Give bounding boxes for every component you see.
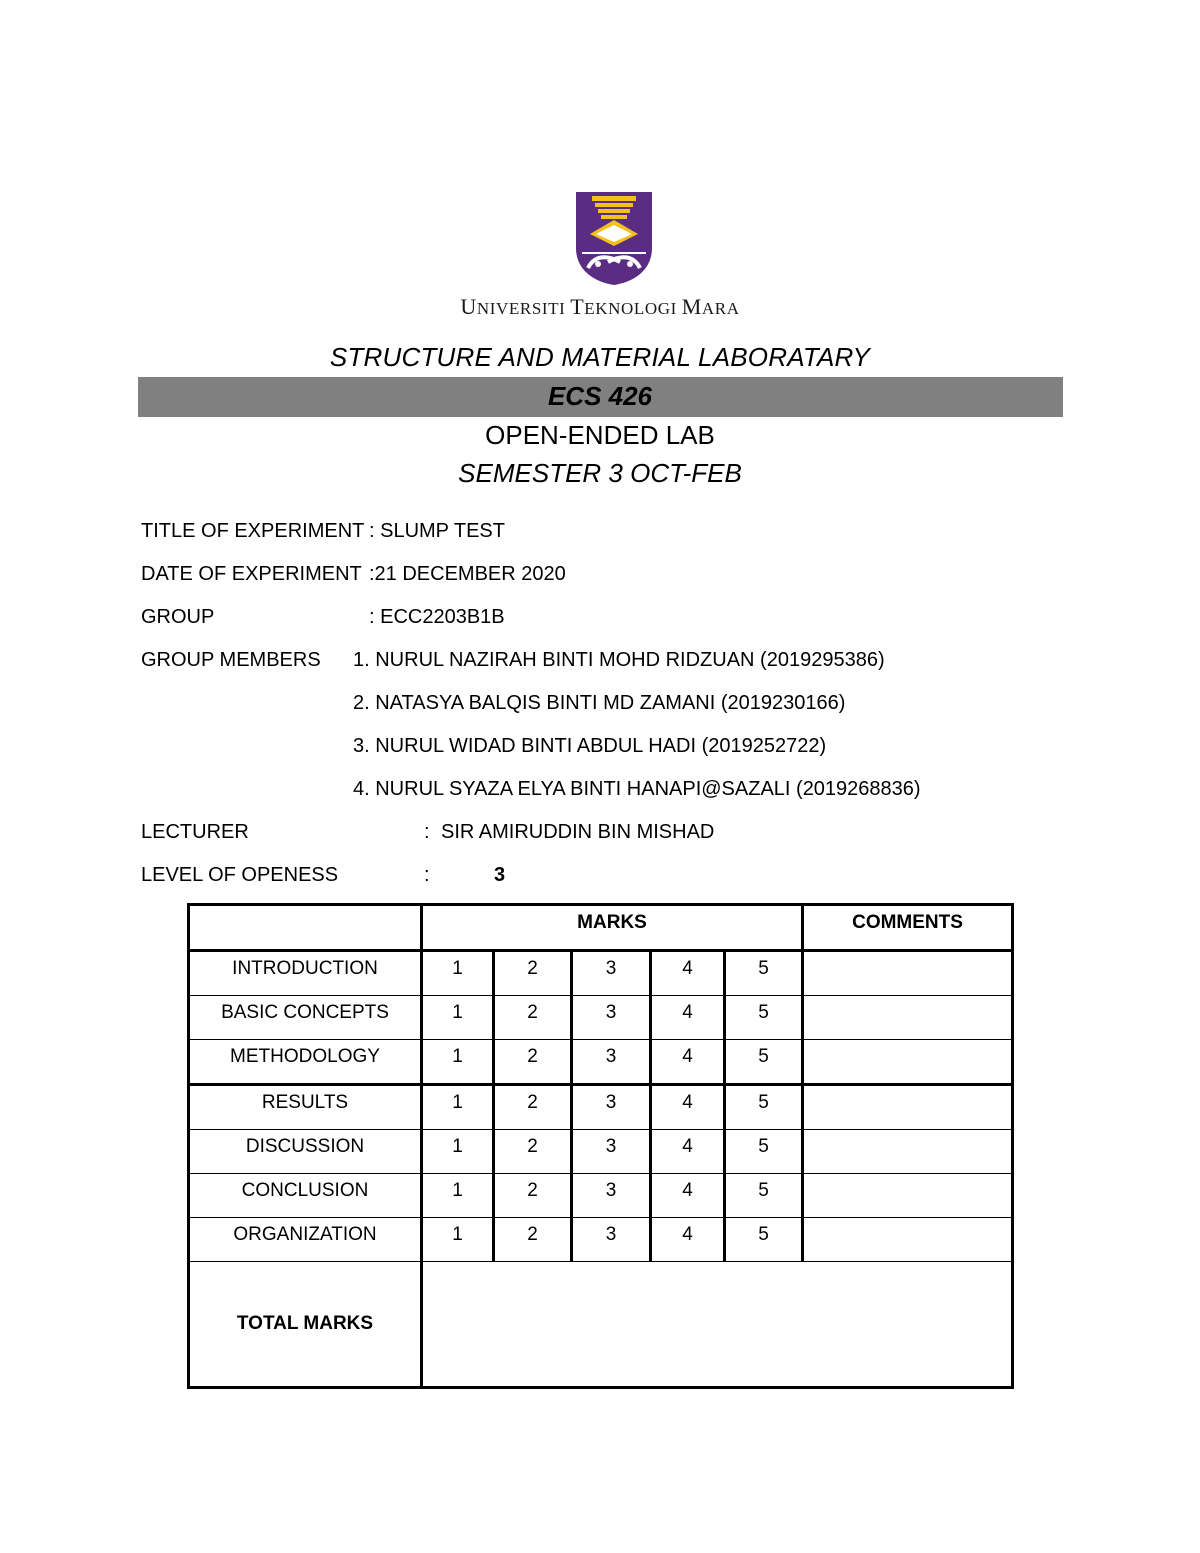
mark-score-cell[interactable]: 4 — [651, 1040, 725, 1085]
lecturer-value: SIR AMIRUDDIN BIN MISHAD — [441, 821, 715, 843]
group-member-4: 4. NURUL SYAZA ELYA BINTI HANAPI@SAZALI (2019268836) — [353, 778, 921, 800]
mark-score-cell[interactable]: 3 — [572, 996, 651, 1040]
mark-score-cell[interactable]: 3 — [572, 951, 651, 996]
criterion-label: CONCLUSION — [189, 1174, 422, 1218]
mark-score-cell[interactable]: 5 — [725, 1085, 803, 1130]
group-members-label: GROUP MEMBERS — [141, 649, 321, 671]
comments-header: COMMENTS — [803, 905, 1013, 951]
header-blank-cell — [189, 905, 422, 951]
mark-score-cell[interactable]: 1 — [422, 1130, 494, 1174]
mark-score-cell[interactable]: 3 — [572, 1174, 651, 1218]
mark-score-cell[interactable]: 4 — [651, 1130, 725, 1174]
mark-score-cell[interactable]: 5 — [725, 951, 803, 996]
table-row — [189, 1085, 1013, 1130]
table-row — [189, 951, 1013, 996]
group-member-1: 1. NURUL NAZIRAH BINTI MOHD RIDZUAN (2019295386) — [353, 649, 885, 671]
table-row — [189, 1218, 1013, 1262]
marks-header: MARKS — [422, 905, 803, 951]
university-name: UNIVERSITI TEKNOLOGI MARA — [460, 294, 740, 319]
comment-cell[interactable] — [803, 1085, 1013, 1130]
mark-score-cell[interactable]: 2 — [494, 951, 572, 996]
criterion-label: BASIC CONCEPTS — [189, 996, 422, 1040]
group-member-2: 2. NATASYA BALQIS BINTI MD ZAMANI (2019230166) — [353, 692, 846, 714]
mark-score-cell[interactable]: 1 — [422, 1040, 494, 1085]
total-marks-row — [189, 1262, 1013, 1388]
mark-score-cell[interactable]: 4 — [651, 951, 725, 996]
total-marks-label: TOTAL MARKS — [189, 1262, 422, 1388]
mark-score-cell[interactable]: 5 — [725, 1218, 803, 1262]
level-of-openness-value: 3 — [494, 864, 506, 886]
mark-score-cell[interactable]: 2 — [494, 1085, 572, 1130]
mark-score-cell[interactable]: 1 — [422, 1174, 494, 1218]
table-header-row — [189, 905, 1013, 951]
comment-cell[interactable] — [803, 1130, 1013, 1174]
mark-score-cell[interactable]: 2 — [494, 1218, 572, 1262]
university-crest-logo — [574, 190, 654, 286]
semester: SEMESTER 3 OCT-FEB — [458, 458, 742, 488]
date-of-experiment-label: DATE OF EXPERIMENT — [141, 563, 362, 585]
mark-score-cell[interactable]: 2 — [494, 996, 572, 1040]
comment-cell[interactable] — [803, 996, 1013, 1040]
table-row — [189, 996, 1013, 1040]
lecturer-colon: : — [424, 821, 430, 843]
group-label: GROUP — [141, 606, 215, 628]
comment-cell[interactable] — [803, 1174, 1013, 1218]
group-value: : ECC2203B1B — [369, 606, 505, 628]
mark-score-cell[interactable]: 2 — [494, 1174, 572, 1218]
mark-score-cell[interactable]: 1 — [422, 1085, 494, 1130]
mark-score-cell[interactable]: 5 — [725, 1174, 803, 1218]
mark-score-cell[interactable]: 5 — [725, 1040, 803, 1085]
criterion-label: METHODOLOGY — [189, 1040, 422, 1085]
title-of-experiment-label: TITLE OF EXPERIMENT — [141, 520, 365, 542]
group-member-3: 3. NURUL WIDAD BINTI ABDUL HADI (2019252722) — [353, 735, 827, 757]
mark-score-cell[interactable]: 3 — [572, 1085, 651, 1130]
criterion-label: RESULTS — [189, 1085, 422, 1130]
course-title: STRUCTURE AND MATERIAL LABORATARY — [329, 342, 871, 372]
lecturer-label: LECTURER — [141, 821, 249, 843]
mark-score-cell[interactable]: 3 — [572, 1130, 651, 1174]
criterion-label: DISCUSSION — [189, 1130, 422, 1174]
mark-score-cell[interactable]: 4 — [651, 1085, 725, 1130]
comment-cell[interactable] — [803, 1218, 1013, 1262]
mark-score-cell[interactable]: 3 — [572, 1218, 651, 1262]
course-code: ECS 426 — [547, 381, 653, 411]
mark-score-cell[interactable]: 3 — [572, 1040, 651, 1085]
table-row — [189, 1130, 1013, 1174]
mark-score-cell[interactable]: 2 — [494, 1130, 572, 1174]
date-of-experiment-value: :21 DECEMBER 2020 — [369, 563, 566, 585]
criterion-label: ORGANIZATION — [189, 1218, 422, 1262]
mark-score-cell[interactable]: 4 — [651, 1218, 725, 1262]
criterion-label: INTRODUCTION — [189, 951, 422, 996]
marks-table — [187, 903, 1014, 1389]
mark-score-cell[interactable]: 2 — [494, 1040, 572, 1085]
mark-score-cell[interactable]: 1 — [422, 996, 494, 1040]
level-of-openness-label: LEVEL OF OPENESS — [141, 864, 339, 886]
mark-score-cell[interactable]: 1 — [422, 1218, 494, 1262]
table-row — [189, 1174, 1013, 1218]
comment-cell[interactable] — [803, 1040, 1013, 1085]
lab-type: OPEN-ENDED LAB — [485, 420, 715, 450]
mark-score-cell[interactable]: 4 — [651, 1174, 725, 1218]
comment-cell[interactable] — [803, 951, 1013, 996]
level-of-openness-colon: : — [424, 864, 430, 886]
mark-score-cell[interactable]: 5 — [725, 996, 803, 1040]
mark-score-cell[interactable]: 1 — [422, 951, 494, 996]
table-row — [189, 1040, 1013, 1085]
title-of-experiment-value: : SLUMP TEST — [369, 520, 505, 542]
total-marks-value-cell — [422, 1262, 1013, 1388]
mark-score-cell[interactable]: 5 — [725, 1130, 803, 1174]
mark-score-cell[interactable]: 4 — [651, 996, 725, 1040]
